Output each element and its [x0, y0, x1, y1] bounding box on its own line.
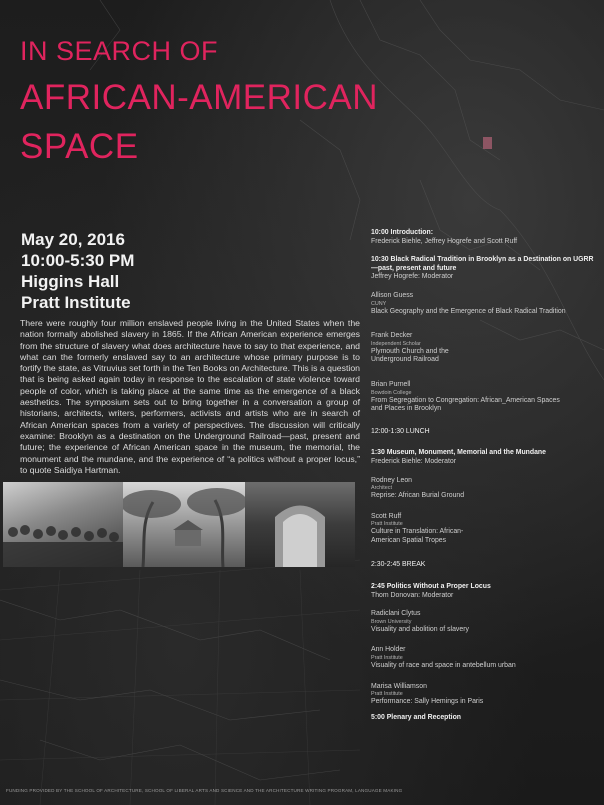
- speaker-talk: Visuality of race and space in antebellum urban: [371, 662, 516, 670]
- description-paragraph: There were roughly four million enslaved people living in the United States when the nation formally abolished slavery in 1865. If the African American experience emerges from the structure of slavery what does architecture have to say to that experience, and what can the formerly enslaved say to an architecture whose primary purpose is to fortify the state, as Vitruvius set forth in the Ten Books on Architecture. This is a question that is being asked again today in response to the escalation of state violence toward people of color, which is taking place at the same time as the emergence of a black aesthetics. The symposium sets out to bring together in a conversation a group of historians, architects, writers, performers, activists and artists who are in search of African American spaces from a variety of perspectives. The discussion will critically examine: Brooklyn as a destination on the Underground Railroad—past, present and future; the experience of African American space in the museum, the memorial, the monument and the mundane, and the experience of “a politics without a proper locus,” to quote Saidiya Hartman.: [20, 318, 360, 475]
- speaker-name: Allison Guess: [371, 291, 414, 299]
- speaker-rodney-leon: [371, 477, 596, 501]
- speaker-name: Scott Ruff: [371, 512, 402, 520]
- speaker-marisa-williamson: [371, 683, 596, 707]
- speaker-scott-ruff: [371, 513, 596, 546]
- intro-title: 10:00 Introduction:: [371, 229, 434, 236]
- speaker-affiliation: Brown University: [371, 618, 412, 625]
- event-info: [21, 229, 134, 313]
- speaker-affiliation: Pratt Institute: [371, 521, 403, 528]
- schedule: [371, 229, 596, 722]
- session-3: [371, 583, 596, 600]
- speaker-talk: From Segregation to Congregation: African_American Spaces and Places in Brooklyn: [371, 396, 560, 413]
- speaker-allison-guess: [371, 292, 596, 316]
- speaker-name: Ann Holder: [371, 646, 406, 654]
- intro-session: [371, 229, 596, 246]
- closing-plenary: 5:00 Plenary and Reception: [371, 713, 461, 721]
- afternoon-break: 2:30-2:45 BREAK: [371, 561, 426, 569]
- speaker-talk: Reprise: African Burial Ground: [371, 492, 465, 500]
- speaker-name: Brian Purnell: [371, 380, 411, 388]
- speaker-name: Frank Decker: [371, 332, 413, 340]
- speaker-affiliation: Independent Scholar: [371, 340, 421, 347]
- intro-people: Frederick Biehle, Jeffrey Hogrefe and Scott Ruff: [371, 237, 518, 245]
- speaker-affiliation: CUNY: [371, 300, 387, 307]
- speaker-talk: Culture in Translation: African-American Spatial Tropes: [371, 528, 464, 544]
- session-2-title: 1:30 Museum, Monument, Memorial and the Mundane: [371, 449, 546, 457]
- speaker-affiliation: Pratt Institute: [371, 655, 403, 662]
- speaker-name: Radiclani Clytus: [371, 610, 421, 618]
- session-1-moderator: Jeffrey Hogrefe: Moderator: [371, 273, 454, 281]
- event-time: 10:00-5:30 PM: [21, 251, 135, 270]
- speaker-name: Marisa Williamson: [371, 682, 427, 690]
- session-3-title: 2:45 Politics Without a Proper Locus: [371, 583, 491, 591]
- session-1-title: 10:30 Black Radical Tradition in Brooklyn as a Destination on UGRR—past, present and future: [371, 256, 594, 272]
- speaker-affiliation: Bowdoin College: [371, 389, 412, 396]
- speaker-talk: Performance: Sally Hemings in Paris: [371, 698, 484, 706]
- speaker-talk: Plymouth Church and the Underground Railroad: [371, 347, 449, 364]
- event-date: May 20, 2016: [21, 230, 125, 249]
- speaker-name: Rodney Leon: [371, 476, 412, 484]
- session-2-moderator: Frederick Biehle: Moderator: [371, 457, 457, 465]
- photo-strip: [3, 482, 355, 567]
- oak-alley-photo: [123, 482, 245, 567]
- lunch-break: 12:00-1:30 LUNCH: [371, 427, 430, 435]
- speaker-ann-holder: [371, 646, 596, 670]
- title-line-1: IN SEARCH OF: [20, 36, 219, 66]
- speaker-brian-purnell: [371, 381, 596, 414]
- event-venue: Higgins Hall: [21, 272, 120, 291]
- speaker-frank-decker: [371, 332, 596, 365]
- speaker-affiliation: Architect: [371, 485, 392, 492]
- funding-footer: FUNDING PROVIDED BY THE SCHOOL OF ARCHITECTURE, SCHOOL OF LIBERAL ARTS AND SCIENCE AND THE ARCHITECTURE WRITING PROGRAM, LANGUAGE MAKING: [6, 788, 403, 793]
- cellar-doorway-photo: [245, 482, 355, 567]
- speaker-affiliation: Pratt Institute: [371, 691, 403, 698]
- event-institution: Pratt Institute: [21, 293, 131, 312]
- session-3-moderator: Thom Donovan: Moderator: [371, 591, 454, 599]
- speaker-radiclani-clytus: [371, 610, 596, 634]
- speaker-talk: Black Geography and the Emergence of Black Radical Tradition: [371, 307, 566, 315]
- title-line-3: SPACE: [20, 127, 139, 166]
- session-2: [371, 449, 596, 466]
- speaker-talk: Visuality and abolition of slavery: [371, 625, 469, 633]
- session-1: [371, 256, 596, 282]
- title-line-2: AFRICAN-AMERICAN: [20, 78, 379, 117]
- crowd-photo: [3, 482, 123, 567]
